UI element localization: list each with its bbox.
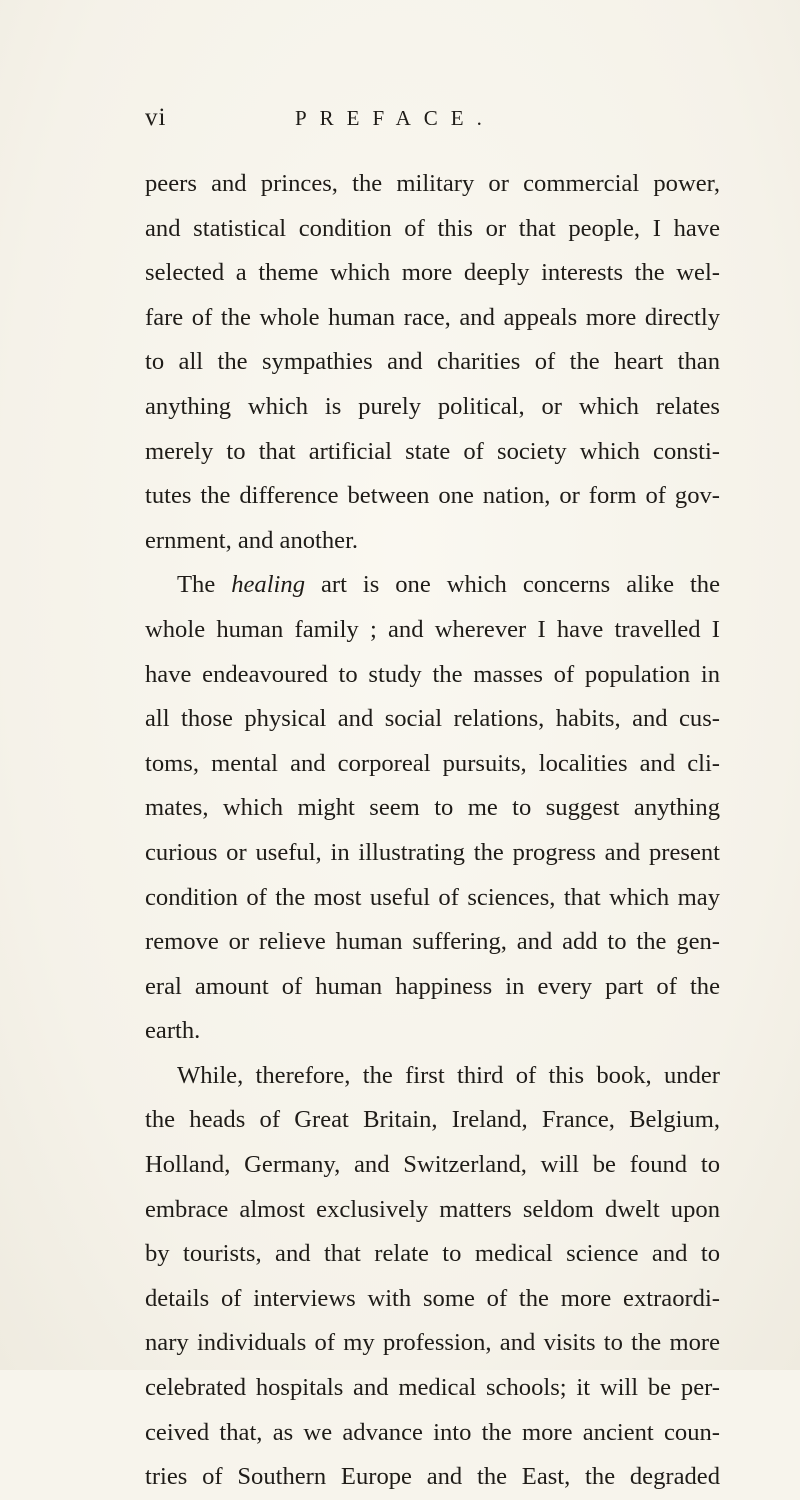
text-line: embrace almost exclusively matters seldom dwelt upon (145, 1195, 720, 1223)
text-line: While, therefore, the first third of this book, under (177, 1061, 720, 1089)
text-line: the heads of Great Britain, Ireland, France, Belgium, (145, 1106, 720, 1134)
page-header (145, 104, 725, 140)
text-line: eral amount of human happiness in every part of the (145, 972, 720, 1000)
text-line: ceived that, as we advance into the more ancient coun- (145, 1418, 720, 1446)
text-line: ernment, and another. (145, 526, 359, 554)
text-line: Holland, Germany, and Switzerland, will be found to (145, 1151, 720, 1179)
text-line: tutes the difference between one nation, or form of gov- (145, 482, 720, 510)
text-line: whole human family ; and wherever I have travelled I (145, 615, 720, 643)
text-line: have endeavoured to study the masses of population in (145, 660, 720, 688)
text-line: tries of Southern Europe and the East, the degraded (145, 1463, 720, 1491)
text-segment: art is one which concerns alike the (305, 571, 721, 599)
text-line: peers and princes, the military or commercial power, (145, 170, 720, 197)
italic-word: healing (231, 571, 305, 599)
text-line: mates, which might seem to me to suggest anything (145, 794, 720, 822)
text-line: merely to that artificial state of society which consti- (145, 437, 720, 465)
text-segment: The (177, 571, 232, 599)
text-line: and statistical condition of this or that people, I have (145, 214, 720, 242)
text-line: celebrated hospitals and medical schools; it will be per- (145, 1374, 720, 1402)
text-line: curious or useful, in illustrating the progress and present (145, 838, 720, 866)
text-line (145, 563, 720, 608)
running-head: PREFACE. (295, 106, 495, 130)
text-line: condition of the most useful of sciences, that which may (145, 883, 720, 911)
text-line: toms, mental and corporeal pursuits, localities and cli- (145, 749, 720, 777)
page-number: vi (145, 104, 167, 131)
text-line: remove or relieve human suffering, and add to the gen- (145, 928, 720, 956)
body-text (145, 162, 720, 1500)
text-line: anything which is purely political, or which relates (145, 392, 720, 420)
text-line: earth. (145, 1017, 201, 1045)
text-line: fare of the whole human race, and appeals more directly (145, 303, 720, 331)
text-line: by tourists, and that relate to medical science and to (145, 1240, 720, 1268)
text-line: nary individuals of my profession, and visits to the more (145, 1329, 720, 1357)
text-line: selected a theme which more deeply interests the wel- (145, 259, 720, 287)
text-line: to all the sympathies and charities of the heart than (145, 348, 720, 376)
text-line: details of interviews with some of the more extraordi- (145, 1284, 720, 1312)
text-line: all those physical and social relations, habits, and cus- (145, 705, 720, 733)
